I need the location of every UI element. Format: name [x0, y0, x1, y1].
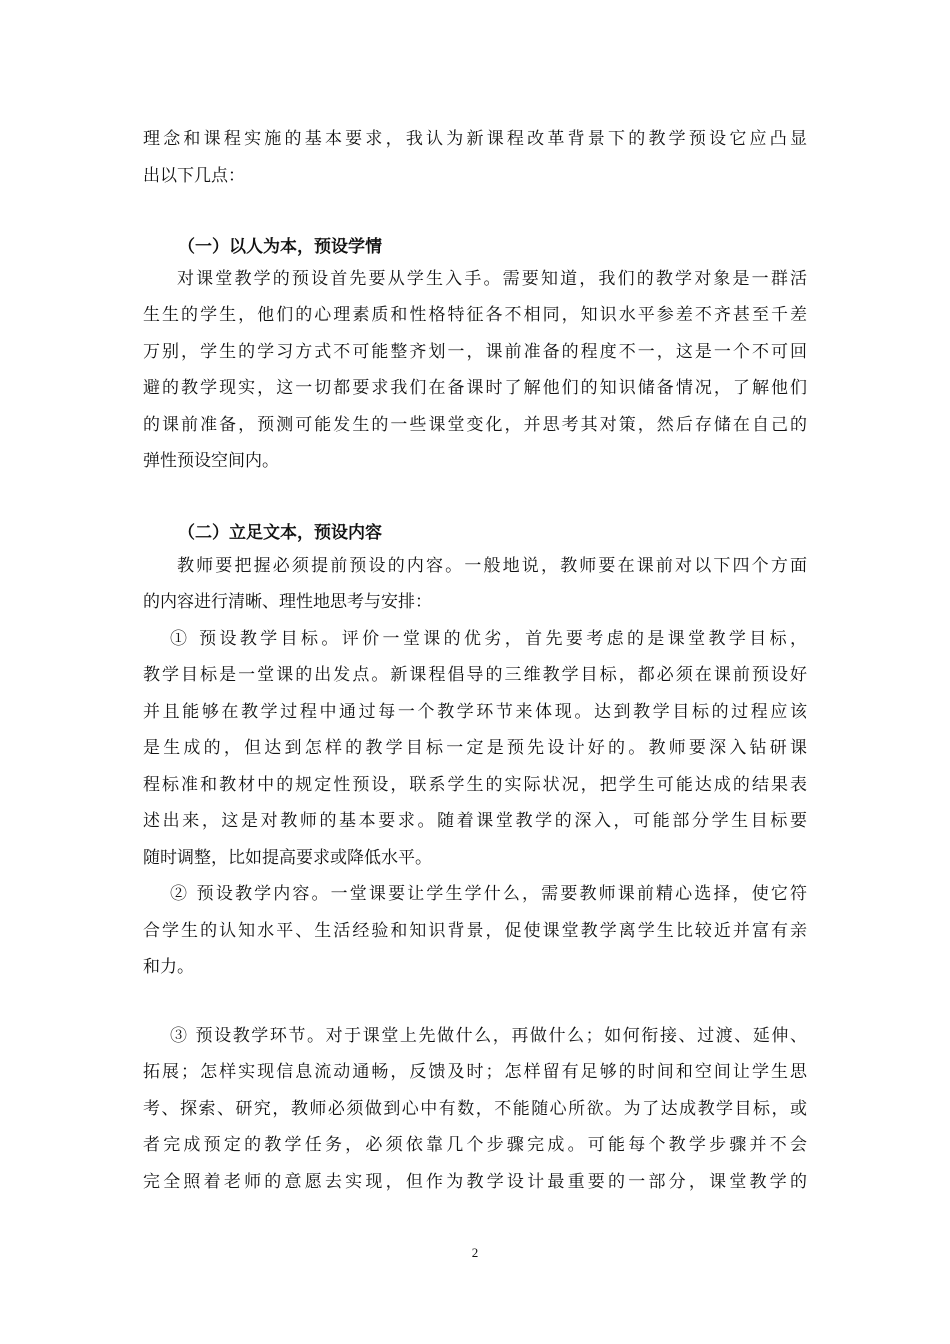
paragraph-line: 万别，学生的学习方式不可能整齐划一，课前准备的程度不一，这是一个不可回 — [143, 342, 807, 362]
paragraph-line: 者完成预定的教学任务，必须依靠几个步骤完成。可能每个教学步骤并不会 — [143, 1135, 807, 1155]
paragraph-line: 拓展；怎样实现信息流动通畅，反馈及时；怎样留有足够的时间和空间让学生思 — [143, 1062, 807, 1082]
paragraph-line: ③ 预设教学环节。对于课堂上先做什么，再做什么；如何衔接、过渡、延伸、 — [170, 1026, 807, 1046]
paragraph-line: 生生的学生，他们的心理素质和性格特征各不相同，知识水平参差不齐甚至千差 — [143, 305, 807, 325]
paragraph-line: 述出来，这是对教师的基本要求。随着课堂教学的深入，可能部分学生目标要 — [143, 811, 807, 831]
paragraph-line: 考、探索、研究，教师必须做到心中有数，不能随心所欲。为了达成教学目标，或 — [143, 1099, 807, 1119]
paragraph-line: 理念和课程实施的基本要求，我认为新课程改革背景下的教学预设它应凸显 — [143, 129, 807, 149]
page-number: 2 — [471, 1245, 479, 1260]
paragraph-line: ② 预设教学内容。一堂课要让学生学什么，需要教师课前精心选择，使它符 — [170, 884, 807, 904]
paragraph-line: 避的教学现实，这一切都要求我们在备课时了解他们的知识储备情况，了解他们 — [143, 378, 807, 398]
section-heading: （一）以人为本，预设学情 — [178, 237, 382, 257]
paragraph-line: 并且能够在教学过程中通过每一个教学环节来体现。达到教学目标的过程应该 — [143, 702, 807, 722]
paragraph-line: 完全照着老师的意愿去实现，但作为教学设计最重要的一部分，课堂教学的 — [143, 1172, 807, 1192]
paragraph-line: 合学生的认知水平、生活经验和知识背景，促使课堂教学离学生比较近并富有亲 — [143, 921, 807, 941]
paragraph-line: 教师要把握必须提前预设的内容。一般地说，教师要在课前对以下四个方面 — [177, 556, 807, 576]
section-heading: （二）立足文本，预设内容 — [178, 523, 382, 543]
paragraph-line: 和力。 — [143, 957, 194, 977]
paragraph-line: 教学目标是一堂课的出发点。新课程倡导的三维教学目标，都必须在课前预设好 — [143, 665, 807, 685]
paragraph-line: 是生成的，但达到怎样的教学目标一定是预先设计好的。教师要深入钻研课 — [143, 738, 807, 758]
paragraph-line: 的课前准备，预测可能发生的一些课堂变化，并思考其对策，然后存储在自己的 — [143, 415, 807, 435]
paragraph-line: ① 预设教学目标。评价一堂课的优劣，首先要考虑的是课堂教学目标， — [170, 629, 807, 649]
paragraph-line: 程标准和教材中的规定性预设，联系学生的实际状况，把学生可能达成的结果表 — [143, 775, 807, 795]
paragraph-line: 出以下几点： — [143, 166, 245, 186]
paragraph-line: 弹性预设空间内。 — [143, 451, 279, 471]
paragraph-line: 随时调整，比如提高要求或降低水平。 — [143, 848, 432, 868]
paragraph-line: 的内容进行清晰、理性地思考与安排： — [143, 592, 432, 612]
paragraph-line: 对课堂教学的预设首先要从学生入手。需要知道，我们的教学对象是一群活 — [177, 269, 807, 289]
